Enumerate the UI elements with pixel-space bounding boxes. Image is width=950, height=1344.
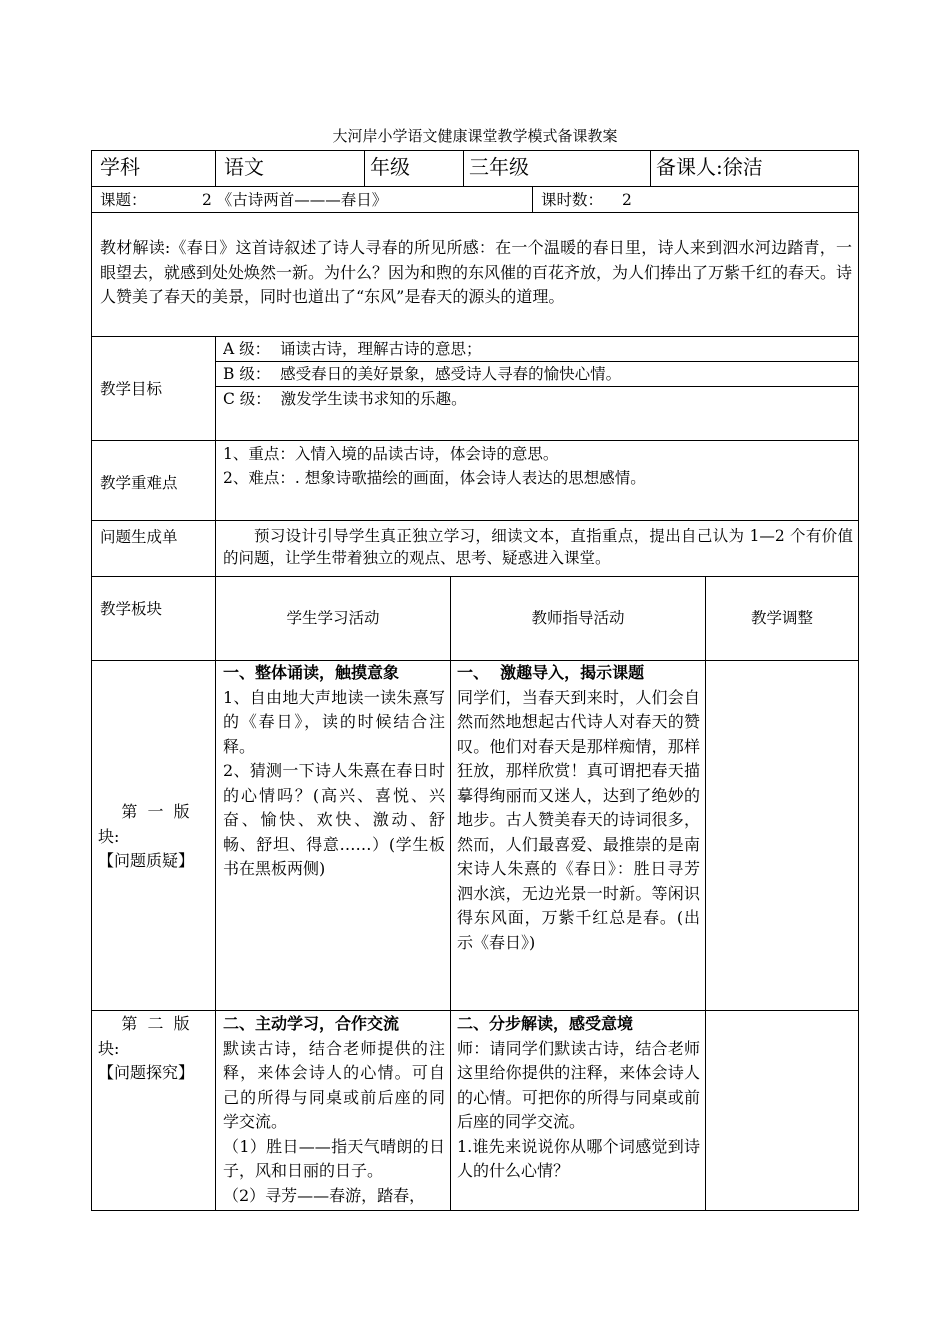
section1-student-body: 1、自由地大声地读一读朱熹写的《春日》，读的时候结合注释。 2、猜测一下诗人朱熹在春日时的心情吗？(高兴、喜悦、兴奋、愉快、欢快、激动、舒畅、舒坦、得意……）(学生板书在黑板两侧) (223, 687, 445, 878)
lesson-hours-value: 2 (622, 191, 632, 209)
goals-label: 教学目标 (100, 380, 163, 398)
col-adjust-header: 教学调整 (750, 609, 813, 627)
subject-label: 学科 (100, 155, 140, 179)
section2-student (223, 1012, 445, 1209)
col-student-header: 学生学习活动 (286, 609, 380, 627)
subject-value: 语文 (224, 155, 264, 179)
textbook-analysis: 教材解读:《春日》这首诗叙述了诗人寻春的所见所感：在一个温暖的春日里，诗人来到泗水河边踏青，一眼望去，就感到处处焕然一新。为什么？因为和煦的东风催的百花齐放，为人们捧出了万紫千红的春天。诗人赞美了春天的美景，同时也道出了“东风”是春天的源头的道理。 (100, 238, 852, 306)
key-point-2: 2、难点：. 想象诗歌描绘的画面，体会诗人表达的思想感情。 (223, 469, 646, 487)
section1-teacher (457, 661, 700, 955)
section2-block-line2: 块: (98, 1038, 120, 1058)
lesson-title-label: 课题： (100, 191, 147, 209)
section1-block (98, 800, 213, 874)
section2-teacher (457, 1012, 700, 1209)
grade-label: 年级 (370, 155, 410, 179)
goal-c: C 级： 激发学生读书求知的乐趣。 (223, 390, 467, 408)
key-point-1: 1、重点：入情入境的品读古诗，体会诗的意思。 (223, 445, 559, 463)
section2-student-body: 默读古诗，结合老师提供的注释，来体会诗人的心情。可自己的所得与同桌或前后座的同学交流。 （1）胜日——指天气晴朗的日子，风和日丽的日子。 （2）寻芳——春游，踏春， (223, 1038, 445, 1205)
lesson-title-value: 2 《古诗两首———春日》 (202, 191, 388, 209)
section1-block-line1: 第 一 版 (121, 802, 190, 821)
section1-block-line3: 【问题质疑】 (98, 851, 195, 870)
goal-b: B 级： 感受春日的美好景象，感受诗人寻春的愉快心情。 (223, 365, 622, 383)
section2-block-line3: 【问题探究】 (98, 1063, 195, 1082)
section2-teacher-body: 师：请同学们默读古诗，结合老师这里给你提供的注释，来体会诗人的心情。可把你的所得与同桌或前后座的同学交流。 1.谁先来说说你从哪个词感觉到诗人的什么心情？ (457, 1038, 700, 1180)
section1-student-heading: 一、整体诵读，触摸意象 (223, 663, 400, 682)
document-title: 大河岸小学语文健康课堂教学模式备课教案 (332, 127, 618, 145)
grade-value: 三年级 (469, 155, 529, 179)
section1-teacher-body: 同学们，当春天到来时，人们会自然而然地想起古代诗人对春天的赞叹。他们对春天是那样痴情，那样狂放，那样欣赏！真可谓把春天描摹得绚丽而又迷人，达到了绝妙的地步。古人赞美春天的诗词很多，然而，人们最喜爱、最推崇的是南宋诗人朱熹的《春日》：胜日寻芳泗水滨，无边光景一时新。等闲识得东风面，万紫千红总是春。(出示《春日》) (457, 687, 700, 952)
lesson-hours-label: 课时数： (541, 191, 604, 209)
col-teacher-header: 教师指导活动 (531, 609, 625, 627)
section1-block-line2: 块: (98, 826, 120, 846)
goal-a: A 级： 诵读古诗，理解古诗的意思； (223, 340, 482, 358)
section1-teacher-heading: 一、 激趣导入，揭示课题 (457, 663, 645, 682)
section2-student-heading: 二、主动学习，合作交流 (223, 1014, 400, 1033)
key-points-label: 教学重难点 (100, 474, 178, 492)
question-sheet-label: 问题生成单 (100, 528, 178, 546)
question-sheet-text: 预习设计引导学生真正独立学习，细读文本，直指重点，提出自己认为 1—2 个有价值的问题，让学生带着独立的观点、思考、疑惑进入课堂。 (223, 527, 853, 567)
section2-block (98, 1012, 213, 1086)
preparer: 备课人:徐洁 (656, 155, 763, 179)
section2-block-line1: 第 二 版 (121, 1014, 190, 1033)
section1-student (223, 661, 445, 882)
col-block-header: 教学板块 (100, 600, 163, 618)
section2-teacher-heading: 二、分步解读，感受意境 (457, 1014, 634, 1033)
